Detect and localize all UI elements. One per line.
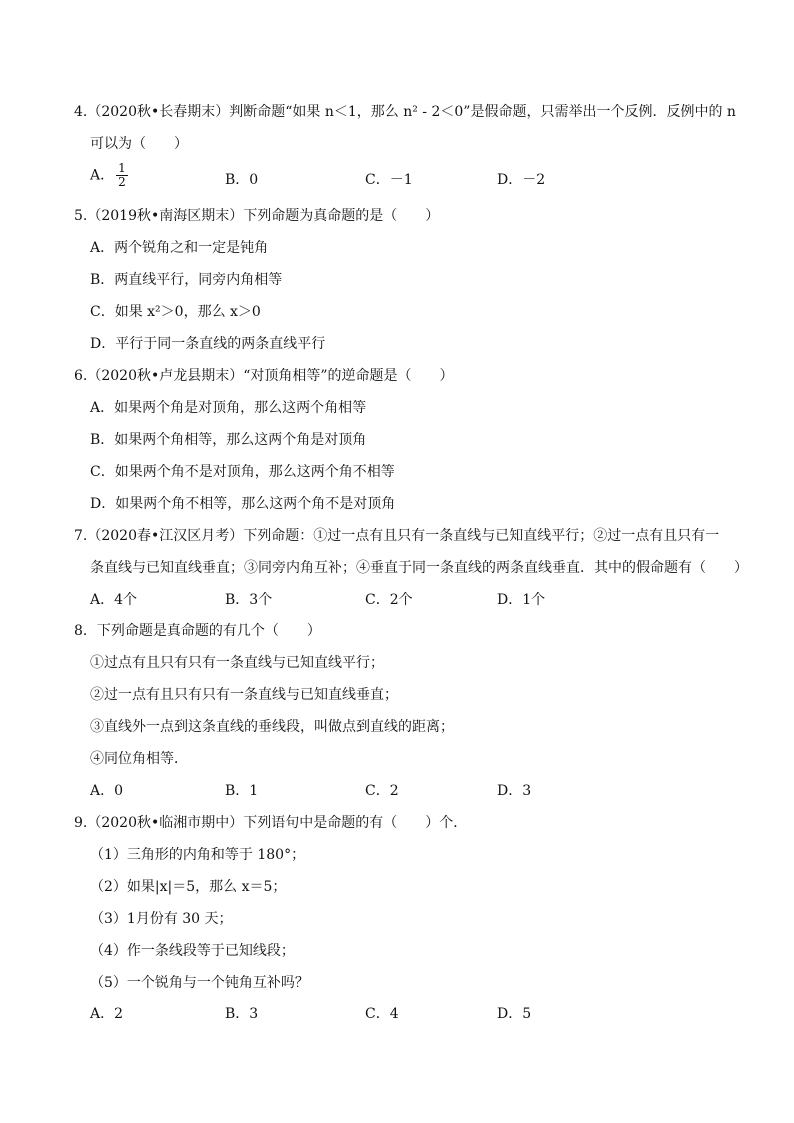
- q6-option-d: D．如果两个角不相等，那么这两个角不是对顶角: [90, 496, 396, 512]
- q8-option-d: D．3: [497, 783, 532, 799]
- q8-statement-4: ④同位角相等．: [90, 751, 188, 767]
- q9-statement-5: （5）一个锐角与一个钝角互补吗？: [90, 975, 309, 991]
- q8-statement-2: ②过一点有且只有只有一条直线与已知直线垂直；: [90, 687, 398, 703]
- q4-option-d: D．－2: [497, 172, 546, 188]
- q7-option-c: C．2个: [365, 592, 413, 608]
- q4-option-c: C．－1: [365, 172, 413, 188]
- q8-option-a: A．0: [90, 783, 124, 799]
- q6-option-a: A．如果两个角是对顶角，那么这两个角相等: [90, 400, 367, 416]
- q5-stem: 5.（2019秋•南海区期末）下列命题为真命题的是（ ）: [74, 208, 440, 224]
- q7-option-b: B．3个: [225, 592, 273, 608]
- q9-option-c: C．4: [365, 1006, 399, 1022]
- q6-stem: 6.（2020秋•卢龙县期末）“对顶角相等”的逆命题是（ ）: [74, 368, 454, 384]
- q4-option-a-fraction: [116, 162, 128, 189]
- q9-stem: 9.（2020秋•临湘市期中）下列语句中是命题的有（ ）个．: [74, 815, 468, 831]
- q4-stem-line2: 可以为（ ）: [90, 136, 188, 152]
- q4-option-a-label: A．: [90, 167, 115, 184]
- q8-option-b: B．1: [225, 783, 259, 799]
- q9-option-d: D．5: [497, 1006, 532, 1022]
- q7-stem-line1: 7.（2020春•江汉区月考）下列命题：①过一点有且只有一条直线与已知直线平行；②过一点有且只有一: [74, 528, 720, 544]
- q4-stem-line1: 4.（2020秋•长春期末）判断命题“如果 n＜1，那么 n² - 2＜0”是假命题，只需举出一个反例．反例中的 n: [74, 104, 736, 120]
- q5-option-a: A．两个锐角之和一定是钝角: [90, 240, 269, 256]
- q5-option-b: B．两直线平行，同旁内角相等: [90, 272, 283, 288]
- q7-option-a: A．4个: [90, 592, 138, 608]
- q5-option-d: D．平行于同一条直线的两条直线平行: [90, 336, 326, 352]
- fraction-denominator: 2: [118, 175, 126, 189]
- q7-stem-line2: 条直线与已知直线垂直；③同旁内角互补；④垂直于同一条直线的两条直线垂直．其中的假命题有（ ）: [90, 560, 748, 576]
- q8-statement-3: ③直线外一点到这条直线的垂线段，叫做点到直线的距离；: [90, 719, 454, 735]
- fraction-numerator: 1: [118, 161, 126, 175]
- q9-statement-1: （1）三角形的内角和等于 180°；: [90, 847, 306, 863]
- q8-statement-1: ①过点有且只有只有一条直线与已知直线平行；: [90, 655, 384, 671]
- q9-option-b: B．3: [225, 1006, 259, 1022]
- q7-option-d: D．1个: [497, 592, 546, 608]
- q8-stem: 8．下列命题是真命题的有几个（ ）: [74, 623, 321, 639]
- q9-statement-3: （3）1月份有 30 天；: [90, 911, 233, 927]
- q8-option-c: C．2: [365, 783, 399, 799]
- q9-statement-2: （2）如果|x|＝5，那么 x＝5；: [90, 879, 287, 895]
- q4-option-a: [90, 162, 128, 189]
- q6-option-c: C．如果两个角不是对顶角，那么这两个角不相等: [90, 464, 395, 480]
- q6-option-b: B．如果两个角相等，那么这两个角是对顶角: [90, 432, 367, 448]
- q4-option-b: B．0: [225, 172, 259, 188]
- q9-option-a: A．2: [90, 1006, 124, 1022]
- q9-statement-4: （4）作一条线段等于已知线段；: [90, 943, 295, 959]
- q5-option-c: C．如果 x²＞0，那么 x＞0: [90, 304, 261, 320]
